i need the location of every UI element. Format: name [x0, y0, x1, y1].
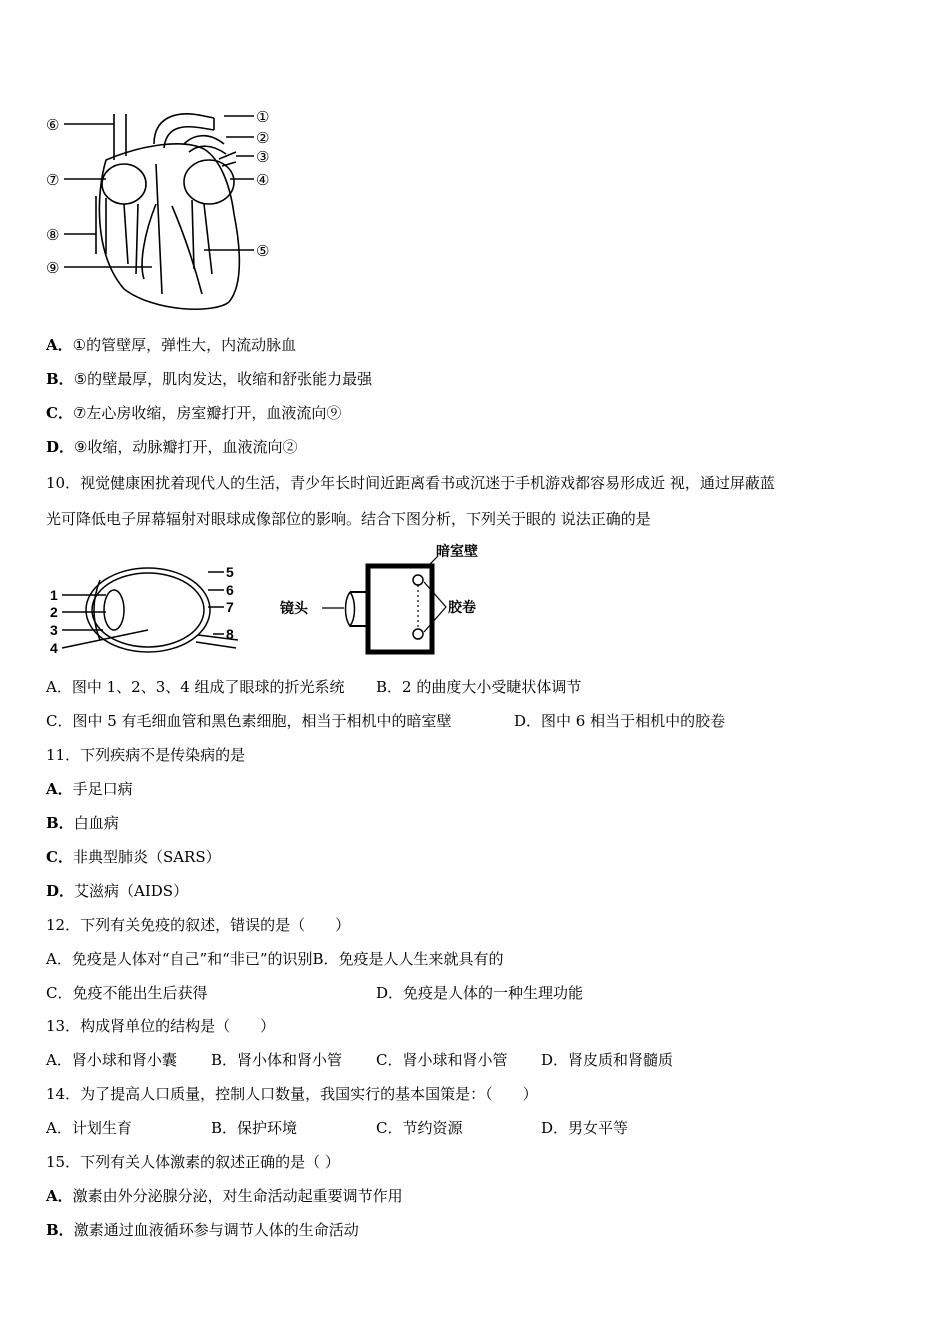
camera-label-wall: 暗室壁	[436, 543, 478, 559]
q12-option-d: D．免疫是人体的一种生理功能	[376, 984, 584, 1002]
q14-options	[46, 1118, 628, 1138]
q10-option-c: C．图中 5 有毛细血管和黑色素细胞，相当于相机中的暗室壁	[46, 712, 452, 730]
q11-option-a: A．手足口病	[46, 780, 133, 798]
eye-label-7: 7	[226, 599, 234, 615]
eye-diagram	[48, 560, 248, 660]
q15-stem: 15．下列有关人体激素的叙述正确的是（ ）	[46, 1153, 340, 1171]
q10-option-d: D．图中 6 相当于相机中的胶卷	[514, 712, 726, 730]
q13-option-b: B．肾小体和肾小管	[211, 1051, 343, 1069]
q14-stem: 14．为了提高人口质量，控制人口数量，我国实行的基本国策是：（ ）	[46, 1085, 538, 1103]
heart-label-8: ⑧	[46, 227, 60, 244]
heart-diagram	[44, 104, 276, 316]
q10-options-cd	[46, 711, 725, 731]
q10-stem-line1: 10．视觉健康困扰着现代人的生活，青少年长时间近距离看书或沉迷于手机游戏都容易形成近 视，通过屏蔽蓝	[46, 474, 775, 492]
q14-option-a: A．计划生育	[46, 1119, 132, 1137]
heart-label-2: ②	[256, 130, 270, 147]
q9-option-a: A．①的管壁厚，弹性大，内流动脉血	[46, 336, 297, 354]
q9-option-c: C．⑦左心房收缩，房室瓣打开，血液流向⑨	[46, 404, 342, 422]
q9-option-b: B．⑤的壁最厚，肌肉发达，收缩和舒张能力最强	[46, 370, 373, 388]
q14-option-b: B．保护环境	[211, 1119, 298, 1137]
heart-label-4: ④	[256, 172, 270, 189]
q11-option-b: B．白血病	[46, 814, 119, 832]
q13-stem: 13．构成肾单位的结构是（ ）	[46, 1017, 276, 1035]
q10-stem-line2: 光可降低电子屏幕辐射对眼球成像部位的影响。结合下图分析，下列关于眼的 说法正确的是	[46, 510, 651, 528]
q15-option-a: A．激素由外分泌腺分泌，对生命活动起重要调节作用	[46, 1187, 403, 1205]
heart-label-1: ①	[256, 109, 270, 126]
eye-label-5: 5	[226, 564, 234, 580]
q12-option-a: A．免疫是人体对“自己”和“非已”的识别	[46, 950, 313, 968]
heart-label-3: ③	[256, 149, 270, 166]
heart-label-7: ⑦	[46, 172, 60, 189]
q14-option-d: D．男女平等	[541, 1119, 629, 1137]
q12-option-c: C．免疫不能出生后获得	[46, 984, 208, 1002]
heart-label-9: ⑨	[46, 260, 60, 277]
q13-option-d: D．肾皮质和肾髓质	[541, 1051, 674, 1069]
heart-label-5: ⑤	[256, 243, 270, 260]
q11-option-d: D．艾滋病（AIDS）	[46, 882, 189, 900]
camera-label-lens: 镜头	[280, 600, 308, 616]
q11-option-c: C．非典型肺炎（SARS）	[46, 848, 221, 866]
q10-options-ab	[46, 677, 581, 697]
heart-label-6: ⑥	[46, 117, 60, 134]
q12-option-b: B．免疫是人人生来就具有的	[312, 950, 504, 968]
q13-option-a: A．肾小球和肾小囊	[46, 1051, 177, 1069]
q14-option-c: C．节约资源	[376, 1119, 463, 1137]
q12-stem: 12．下列有关免疫的叙述，错误的是（ ）	[46, 916, 351, 934]
camera-diagram	[278, 540, 498, 658]
eye-label-3: 3	[50, 622, 58, 638]
eye-label-1: 1	[50, 587, 58, 603]
q10-option-b: B．2 的曲度大小受睫状体调节	[376, 678, 582, 696]
eye-label-6: 6	[226, 582, 234, 598]
eye-label-2: 2	[50, 604, 58, 620]
q9-option-d: D．⑨收缩，动脉瓣打开，血液流向②	[46, 438, 298, 456]
camera-label-film: 胶卷	[448, 599, 476, 615]
q12-options-ab	[46, 949, 504, 969]
q10-option-a: A．图中 1、2、3、4 组成了眼球的折光系统	[46, 678, 345, 696]
eye-label-4: 4	[50, 640, 58, 656]
eye-label-8: 8	[226, 626, 234, 642]
q13-options	[46, 1050, 673, 1070]
q11-stem: 11．下列疾病不是传染病的是	[46, 746, 246, 764]
q15-option-b: B．激素通过血液循环参与调节人体的生命活动	[46, 1221, 359, 1239]
q12-options-cd	[46, 983, 583, 1003]
q13-option-c: C．肾小球和肾小管	[376, 1051, 508, 1069]
